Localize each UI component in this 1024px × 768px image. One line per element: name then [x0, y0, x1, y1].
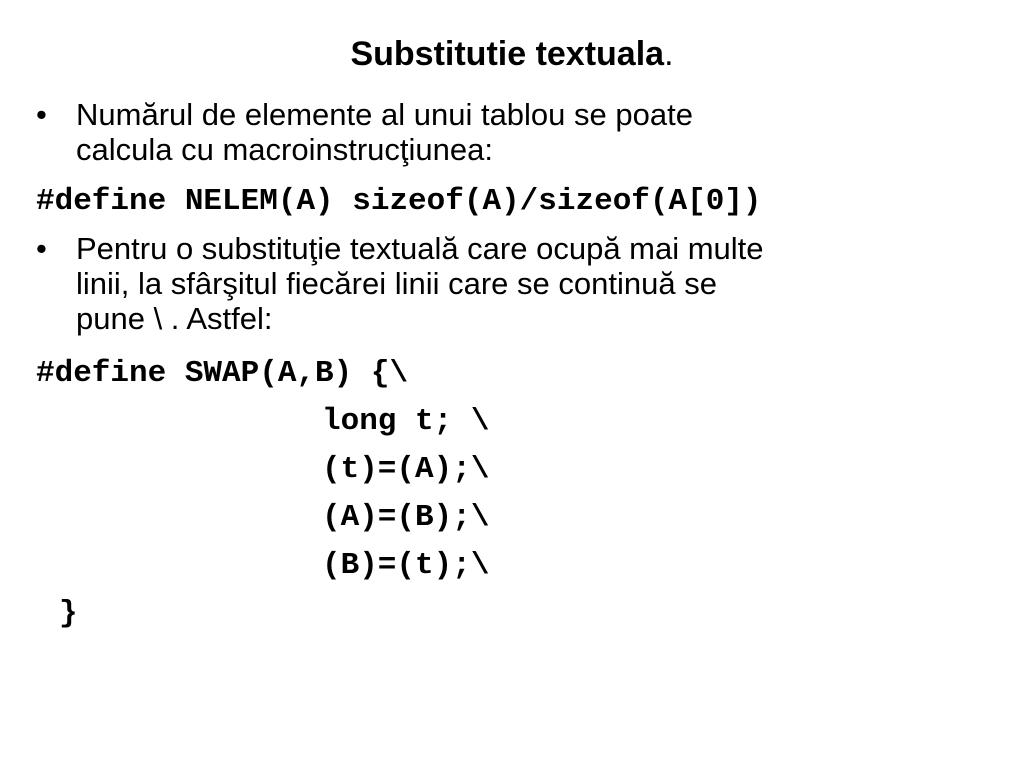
code-swap-line-a: (A)=(B);\	[322, 500, 490, 535]
bullet-nelem-line-2: calcula cu macroinstrucţiunea:	[76, 132, 493, 167]
code-swap-define: #define SWAP(A,B) {\	[36, 356, 409, 391]
bullet-multiline-line-3: pune \ . Astfel:	[76, 301, 273, 336]
code-swap-line-long: long t; \	[322, 404, 490, 439]
bullet-multiline-text	[76, 231, 764, 336]
code-swap-line-b: (B)=(t);\	[322, 548, 490, 583]
code-swap-closing-brace: }	[59, 596, 78, 631]
bullet-multiline-line-2: linii, la sfârşitul fiecărei linii care se continuă se	[76, 266, 717, 301]
bullet-marker: •	[36, 97, 47, 132]
bullet-nelem-line-1: Numărul de elemente al unui tablou se poate	[76, 97, 693, 132]
slide-title-dot: .	[664, 35, 674, 73]
code-swap-line-t: (t)=(A);\	[322, 452, 490, 487]
slide-title-text: Substitutie textuala	[350, 35, 665, 73]
bullet-marker: •	[36, 231, 47, 266]
bullet-multiline-line-1: Pentru o substituţie textuală care ocupă mai multe	[76, 231, 764, 266]
code-nelem-define: #define NELEM(A) sizeof(A)/sizeof(A[0])	[36, 184, 762, 219]
slide-title	[0, 34, 1024, 74]
bullet-nelem-text	[76, 97, 693, 167]
